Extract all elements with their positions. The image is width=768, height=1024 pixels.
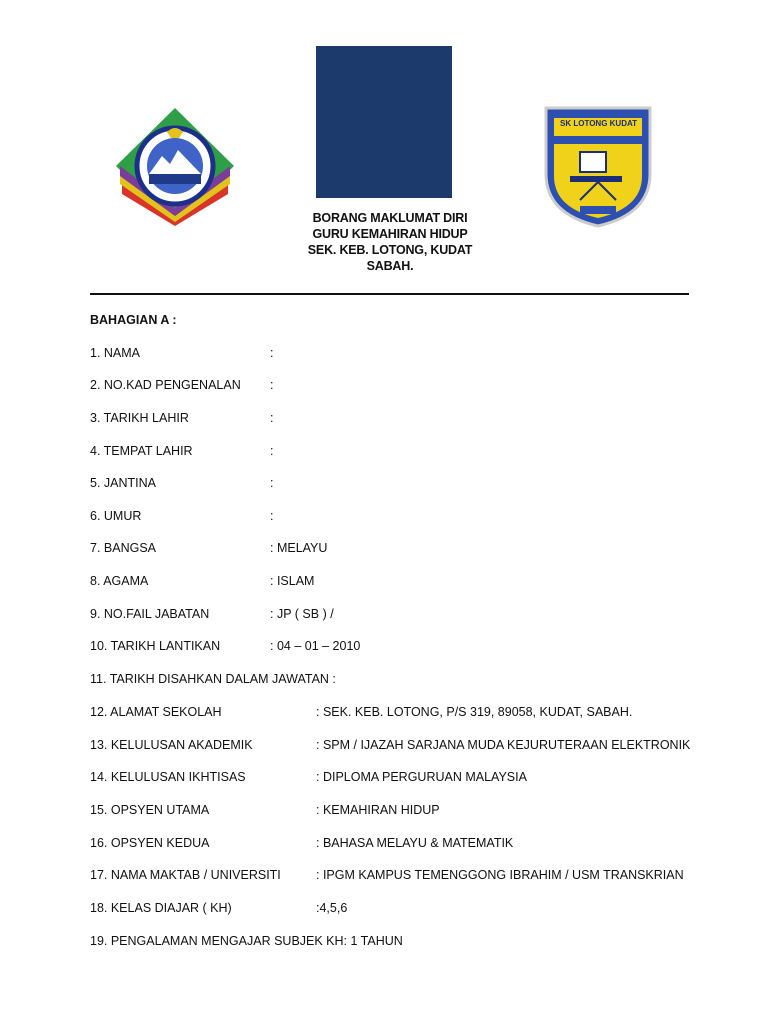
divider [90,293,689,295]
field-label: 7. BANGSA [90,541,156,555]
field-value: : ISLAM [270,574,315,588]
field-value: : [270,444,274,458]
field-value: : 04 – 01 – 2010 [270,639,361,653]
field-value: : BAHASA MELAYU & MATEMATIK [316,836,514,850]
field-value: : SPM / IJAZAH SARJANA MUDA KEJURUTERAAN ELEKTRONIK [316,738,691,752]
school-crest-text: SK LOTONG KUDAT [560,119,638,128]
field-value: : SEK. KEB. LOTONG, P/S 319, 89058, KUDAT, SABAH. [316,705,633,719]
field-label: 10. TARIKH LANTIKAN [90,639,221,653]
field-value: :4,5,6 [316,901,348,915]
photo-placeholder [316,46,452,198]
title-line: SEK. KEB. LOTONG, KUDAT [307,243,473,257]
field-label: 16. OPSYEN KEDUA [90,836,210,850]
field-label: 8. AGAMA [90,574,149,588]
field-label: 12. ALAMAT SEKOLAH [90,705,222,719]
field-label: 11. TARIKH DISAHKAN DALAM JAWATAN : [90,672,336,686]
form-title [290,210,490,274]
field-value: : [270,509,274,523]
field-value: : [270,378,274,392]
title-line: SABAH. [366,259,414,273]
field-value: : [270,411,274,425]
field-label: 6. UMUR [90,509,142,523]
title-line: BORANG MAKLUMAT DIRI [312,211,468,225]
field-label: 14. KELULUSAN IKHTISAS [90,770,246,784]
title-line: GURU KEMAHIRAN HIDUP [312,227,468,241]
ministry-crest-icon [112,104,238,226]
field-label: 5. JANTINA [90,476,156,490]
field-label: 9. NO.FAIL JABATAN [90,607,210,621]
field-label: 19. PENGALAMAN MENGAJAR SUBJEK KH: 1 TAHUN [90,934,403,948]
field-value: : KEMAHIRAN HIDUP [316,803,440,817]
field-value: : [270,476,274,490]
field-label: 1. NAMA [90,346,141,360]
field-label: 2. NO.KAD PENGENALAN [90,378,241,392]
field-label: 13. KELULUSAN AKADEMIK [90,738,253,752]
section-title: BAHAGIAN A : [90,313,177,327]
field-label: 18. KELAS DIAJAR ( KH) [90,901,232,915]
field-value: : [270,346,274,360]
field-value: : JP ( SB ) / [270,607,334,621]
school-crest-icon [540,104,656,230]
field-value: : MELAYU [270,541,328,555]
field-label: 4. TEMPAT LAHIR [90,444,193,458]
field-label: 15. OPSYEN UTAMA [90,803,210,817]
field-label: 3. TARIKH LAHIR [90,411,189,425]
field-value: : DIPLOMA PERGURUAN MALAYSIA [316,770,527,784]
field-label: 17. NAMA MAKTAB / UNIVERSITI [90,868,281,882]
field-value: : IPGM KAMPUS TEMENGGONG IBRAHIM / USM TRANSKRIAN [316,868,684,882]
